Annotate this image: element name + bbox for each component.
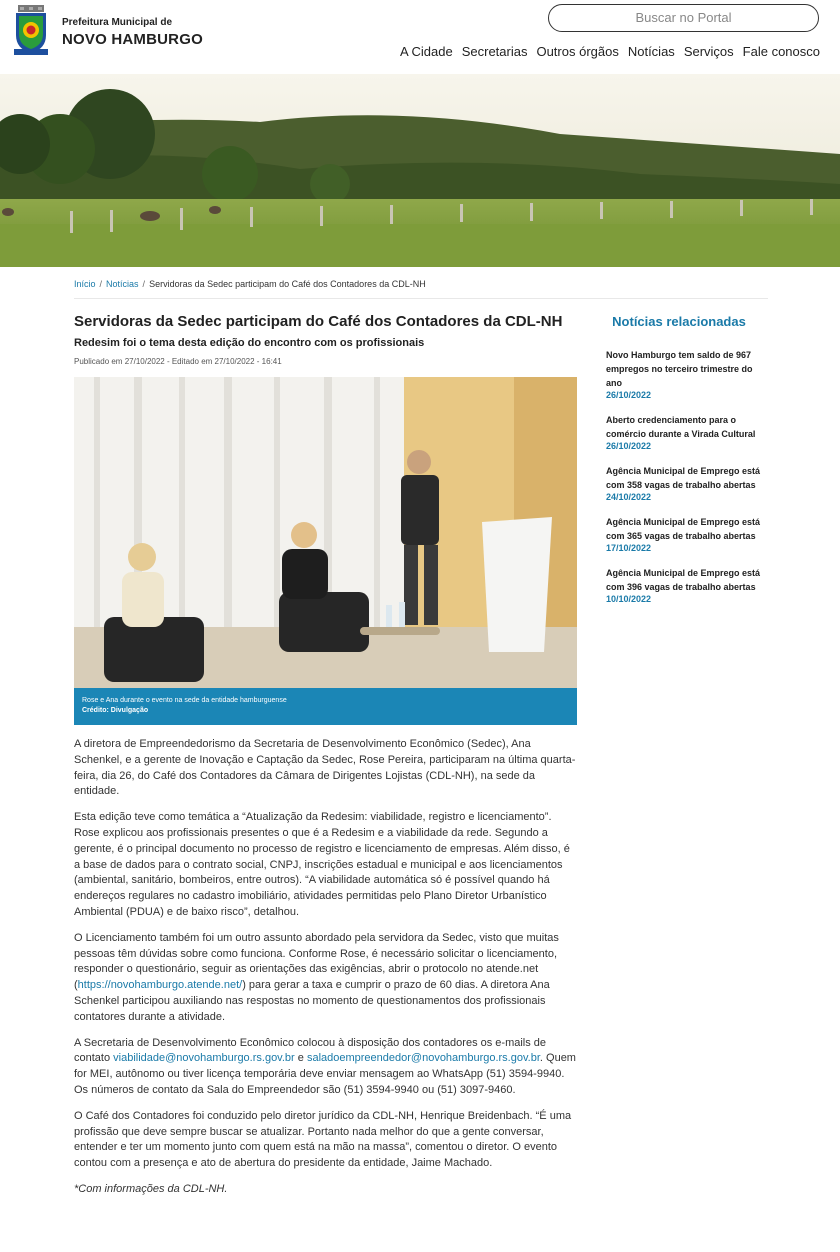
article-paragraph (74, 1036, 577, 1099)
breadcrumb-separator: / (99, 279, 103, 289)
related-news-date: 24/10/2022 (606, 492, 652, 502)
nav-servicos[interactable]: Serviços (683, 44, 734, 59)
article-meta: Publicado em 27/10/2022 - Editado em 27/10/2022 - 16:41 (74, 357, 282, 366)
paragraph-text: ) para gerar a taxa e cumprir o prazo de 60 dias. A diretora Ana Schenkel participou auxiliando nas respostas no momento de questionamentos dos profissionais contatores durante a atividade. (74, 979, 550, 1023)
photo-credit: Crédito: Divulgação (82, 707, 149, 714)
related-news-date: 26/10/2022 (606, 390, 652, 400)
related-news-date: 17/10/2022 (606, 543, 652, 553)
related-news-headline[interactable]: Agência Municipal de Emprego está com 365 vagas de trabalho abertas (606, 517, 761, 541)
related-news-item[interactable] (606, 413, 766, 452)
nav-a-cidade[interactable]: A Cidade (399, 44, 453, 59)
atende-net-link[interactable]: https://novohamburgo.atende.net/ (77, 979, 243, 992)
breadcrumb-separator: / (142, 279, 146, 289)
related-news-headline[interactable]: Novo Hamburgo tem saldo de 967 empregos no terceiro trimestre do ano (606, 350, 753, 388)
breadcrumb-home-link[interactable]: Início (74, 279, 96, 289)
email-sala-empreendedor-link[interactable]: saladoempreendedor@novohamburgo.rs.gov.br (306, 1052, 540, 1065)
related-news-date: 10/10/2022 (606, 594, 652, 604)
photo-caption (74, 688, 577, 725)
related-news-headline[interactable]: Aberto credenciamento para o comércio durante a Virada Cultural (606, 415, 756, 439)
related-news-item[interactable] (606, 348, 766, 401)
related-news-headline[interactable]: Agência Municipal de Emprego está com 358 vagas de trabalho abertas (606, 466, 761, 490)
nav-outros-orgaos[interactable]: Outros órgãos (536, 44, 619, 59)
article-paragraph: Esta edição teve como temática a “Atualização da Redesim: viabilidade, registro e licenciamento”. Rose explicou aos profissionais presentes o que é a Redesim e a viabilidade da rede. Segundo a gerente, é o principal documento no processo de registro e licenciamento de empresas. Além disso, é a base de dados para o contrato social, CNPJ, inscrições estadual e municipal e aos licenciamentos (ambiental, sanitário, bombeiros, entre outros). “A viabilidade automática só é possível quando há endereços regulares no cadastro imobiliário, atividades permitidas pelo Plano Diretor Urbanístico Ambiental (PDUA) e de baixo risco”, detalhou. (74, 811, 570, 918)
article-title: Servidoras da Sedec participam do Café dos Contadores da CDL-NH (74, 313, 563, 330)
main-nav (400, 44, 820, 59)
related-news-item[interactable] (606, 566, 766, 605)
breadcrumb-section-link[interactable]: Notícias (106, 279, 139, 289)
paragraph-text: . Quem for MEI, autônomo ou tiver licença temporária deve enviar mensagem ao WhatsApp (51) 3594-9940. Os números de contato da Sala do Empreendedor são (51) 3594-9940 ou (51) 3097-9460. (74, 1052, 576, 1096)
nav-noticias[interactable]: Notícias (627, 44, 675, 59)
brand-subtitle: Prefeitura Municipal de (62, 17, 173, 28)
article-paragraph: O Café dos Contadores foi conduzido pelo diretor jurídico da CDL-NH, Henrique Breidenbach. “É uma profissão que deve sempre buscar se atualizar. Portanto nada melhor do que a gente conversar, entender e ter um momento junto com quem está na mão na massa”, comentou o diretor. O evento contou com a presença e ato de abertura do presidente da entidade, Jaime Machado. (74, 1109, 572, 1170)
article-body (74, 737, 577, 1208)
paragraph-text: O Licenciamento também foi um outro assunto abordado pela servidora da Sedec, visto que muitas pessoas têm dúvidas sobre como funciona. Conforme Rose, é necessário solicitar o licenciamento, responder o questionário, seguir as orientações das exigências, abrir o protocolo no atende.net ( (74, 931, 559, 992)
city-crest-logo[interactable] (14, 5, 48, 57)
brand-title[interactable]: NOVO HAMBURGO (62, 31, 203, 48)
site-header (0, 0, 840, 74)
paragraph-text: e (294, 1052, 307, 1065)
hero-banner-image (0, 74, 840, 267)
article-subtitle: Redesim foi o tema desta edição do encontro com os profissionais (74, 337, 425, 349)
article-paragraph: A diretora de Empreendedorismo da Secretaria de Desenvolvimento Econômico (Sedec), Ana Schenkel, e a gerente de Inovação e Captação da Sedec, Rose Pereira, participaram na última quarta-feira, dia 26, do Café dos Contadores da Câmara de Dirigentes Lojistas (CDL-NH), na sede da entidade. (74, 738, 576, 798)
related-news-title: Notícias relacionadas (612, 314, 746, 329)
nav-fale-conosco[interactable]: Fale conosco (742, 44, 820, 59)
breadcrumb-current: Servidoras da Sedec participam do Café dos Contadores da CDL-NH (149, 279, 426, 289)
breadcrumb (74, 279, 768, 299)
photo-caption-text: Rose e Ana durante o evento na sede da entidade hamburguense (82, 697, 287, 704)
search-input[interactable]: Buscar no Portal (548, 4, 819, 32)
article-paragraph (74, 931, 577, 1026)
related-news-item[interactable] (606, 515, 766, 554)
related-news-list (606, 348, 766, 617)
paragraph-text: A Secretaria de Desenvolvimento Econômico colocou à disposição dos contadores os e-mails de contato (74, 1036, 547, 1065)
article-photo[interactable] (74, 377, 577, 688)
related-news-date: 26/10/2022 (606, 441, 652, 451)
email-viabilidade-link[interactable]: viabilidade@novohamburgo.rs.gov.br (113, 1052, 295, 1065)
related-news-item[interactable] (606, 464, 766, 503)
article-source-note: *Com informações da CDL-NH. (74, 1182, 228, 1195)
related-news-headline[interactable]: Agência Municipal de Emprego está com 396 vagas de trabalho abertas (606, 568, 761, 592)
nav-secretarias[interactable]: Secretarias (461, 44, 528, 59)
